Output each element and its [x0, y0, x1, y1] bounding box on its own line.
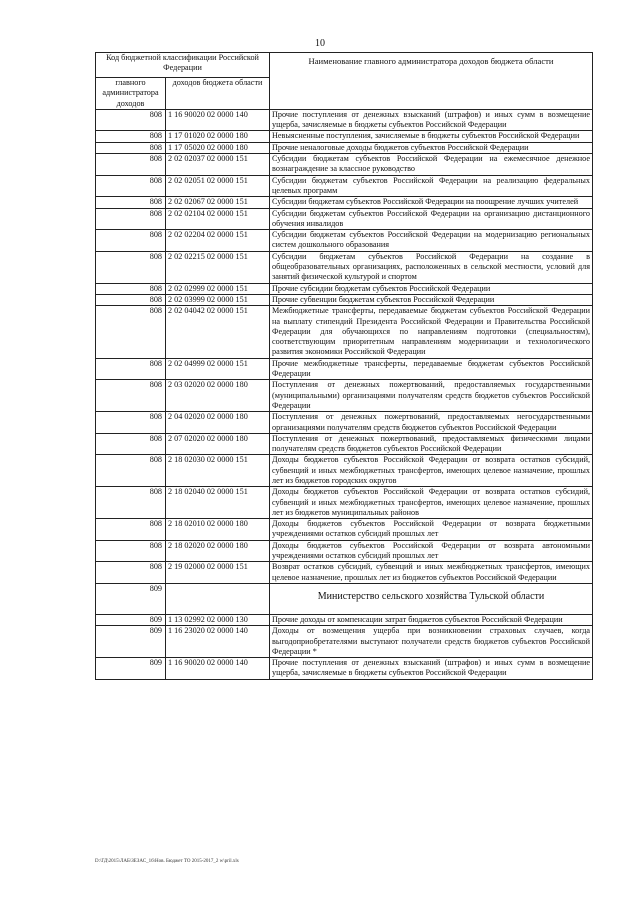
table-row	[96, 433, 593, 455]
income-code-cell: 2 02 02051 02 0000 151	[166, 175, 270, 197]
name-cell: Межбюджетные трансферты, передаваемые бюджетам субъектов Российской Федерации на выплату стипендий Президента Российской Федерации и Правительства Российской Федерации для обучающихся по направлениям подготовки (специальностям), соответствующим приоритетным направлениям модернизации и технологического развития экономики Российской Федерации	[270, 306, 593, 358]
income-code-cell: 2 19 02000 02 0000 151	[166, 562, 270, 584]
income-code-cell: 2 07 02020 02 0000 180	[166, 433, 270, 455]
table-row	[96, 614, 593, 625]
admin-code-cell: 808	[96, 562, 166, 584]
admin-code-cell: 808	[96, 433, 166, 455]
income-code-cell: 1 17 05020 02 0000 180	[166, 142, 270, 153]
name-cell: Прочие поступления от денежных взысканий (штрафов) и иных сумм в возмещение ущерба, зачисляемые в бюджеты субъектов Российской Федерации	[270, 658, 593, 680]
table-row	[96, 306, 593, 358]
income-code-cell: 2 03 02020 02 0000 180	[166, 380, 270, 412]
income-code-cell: 2 02 02215 02 0000 151	[166, 251, 270, 283]
table-row	[96, 197, 593, 208]
table-row	[96, 208, 593, 230]
name-cell: Поступления от денежных пожертвований, предоставляемых негосударственными организациями получателям средств бюджетов субъектов Российской Федерации	[270, 412, 593, 434]
table-row	[96, 142, 593, 153]
income-code-cell: 2 02 04042 02 0000 151	[166, 306, 270, 358]
admin-code-cell: 808	[96, 455, 166, 487]
income-code-cell: 2 04 02020 02 0000 180	[166, 412, 270, 434]
header-income: доходов бюджета области	[166, 78, 270, 110]
admin-code-cell: 808	[96, 131, 166, 142]
name-cell: Поступления от денежных пожертвований, предоставляемых физическими лицами получателям средств бюджетов субъектов Российской Федерации	[270, 433, 593, 455]
admin-code-cell: 808	[96, 251, 166, 283]
income-code-cell: 1 13 02992 02 0000 130	[166, 614, 270, 625]
name-cell: Субсидии бюджетам субъектов Российской Федерации на организацию дистанционного обучения инвалидов	[270, 208, 593, 230]
income-code-cell: 2 18 02010 02 0000 180	[166, 519, 270, 541]
name-cell: Доходы от возмещения ущерба при возникновении страховых случаев, когда выгодоприобретателями выступают получатели средств бюджетов субъектов Российской Федерации *	[270, 626, 593, 658]
admin-code-cell: 808	[96, 142, 166, 153]
income-code-cell: 2 18 02020 02 0000 180	[166, 540, 270, 562]
admin-code-cell: 808	[96, 519, 166, 541]
footer-file-path: D:\ГД\2015\ЛАБ\ЗЕЗАС_16\Нов. Бюджет ТО 2015-2017_2 w\pril.xls	[95, 859, 239, 864]
admin-code-cell: 808	[96, 230, 166, 252]
name-cell: Прочие неналоговые доходы бюджетов субъектов Российской Федерации	[270, 142, 593, 153]
table-row	[96, 109, 593, 131]
table-row	[96, 455, 593, 487]
table-body	[96, 109, 593, 679]
income-code-cell: 1 16 90020 02 0000 140	[166, 658, 270, 680]
name-cell: Субсидии бюджетам субъектов Российской Федерации на поощрение лучших учителей	[270, 197, 593, 208]
budget-classification-table	[95, 52, 593, 680]
name-cell: Министерство сельского хозяйства Тульской области	[270, 583, 593, 614]
header-name: Наименование главного администратора доходов бюджета области	[270, 53, 593, 110]
table-row	[96, 154, 593, 176]
admin-code-cell: 808	[96, 487, 166, 519]
admin-code-cell: 808	[96, 197, 166, 208]
table-row	[96, 487, 593, 519]
name-cell: Доходы бюджетов субъектов Российской Федерации от возврата автономными учреждениями остатков субсидий прошлых лет	[270, 540, 593, 562]
admin-code-cell: 808	[96, 154, 166, 176]
table-row	[96, 175, 593, 197]
name-cell: Субсидии бюджетам субъектов Российской Федерации на ежемесячное денежное вознаграждение за классное руководство	[270, 154, 593, 176]
admin-code-cell: 808	[96, 540, 166, 562]
admin-code-cell: 808	[96, 380, 166, 412]
header-code-group: Код бюджетной классификации Российской Федерации	[96, 53, 270, 78]
table-row	[96, 251, 593, 283]
table-row	[96, 230, 593, 252]
table-row	[96, 519, 593, 541]
name-cell: Субсидии бюджетам субъектов Российской Федерации на модернизацию региональных систем дошкольного образования	[270, 230, 593, 252]
table-row	[96, 562, 593, 584]
income-code-cell: 2 02 02067 02 0000 151	[166, 197, 270, 208]
department-row	[96, 583, 593, 614]
table-row	[96, 412, 593, 434]
table-row	[96, 658, 593, 680]
admin-code-cell: 808	[96, 175, 166, 197]
name-cell: Доходы бюджетов субъектов Российской Федерации от возврата бюджетными учреждениями остатков субсидий прошлых лет	[270, 519, 593, 541]
name-cell: Доходы бюджетов субъектов Российской Федерации от возврата остатков субсидий, субвенций и иных межбюджетных трансфертов, имеющих целевое назначение, прошлых лет из бюджетов городских округов	[270, 455, 593, 487]
admin-code-cell: 808	[96, 306, 166, 358]
name-cell: Возврат остатков субсидий, субвенций и иных межбюджетных трансфертов, имеющих целевое назначение, прошлых лет из бюджетов субъектов Российской Федерации	[270, 562, 593, 584]
income-code-cell: 2 02 03999 02 0000 151	[166, 294, 270, 305]
admin-code-cell: 808	[96, 109, 166, 131]
admin-code-cell: 808	[96, 208, 166, 230]
name-cell: Прочие доходы от компенсации затрат бюджетов субъектов Российской Федерации	[270, 614, 593, 625]
income-code-cell: 2 02 02104 02 0000 151	[166, 208, 270, 230]
admin-code-cell: 808	[96, 358, 166, 380]
table-row	[96, 294, 593, 305]
admin-code-cell: 809	[96, 626, 166, 658]
income-code-cell	[166, 583, 270, 614]
name-cell: Прочие поступления от денежных взысканий (штрафов) и иных сумм в возмещение ущерба, зачисляемые в бюджеты субъектов Российской Федерации	[270, 109, 593, 131]
name-cell: Прочие межбюджетные трансферты, передаваемые бюджетам субъектов Российской Федерации	[270, 358, 593, 380]
table-row	[96, 540, 593, 562]
name-cell: Субсидии бюджетам субъектов Российской Федерации на реализацию федеральных целевых программ	[270, 175, 593, 197]
income-code-cell: 2 18 02030 02 0000 151	[166, 455, 270, 487]
table-row	[96, 626, 593, 658]
name-cell: Поступления от денежных пожертвований, предоставляемых государственными (муниципальными) организациями получателям средств бюджетов субъектов Российской Федерации	[270, 380, 593, 412]
admin-code-cell: 809	[96, 583, 166, 614]
income-code-cell: 2 02 02204 02 0000 151	[166, 230, 270, 252]
admin-code-cell: 808	[96, 283, 166, 294]
header-admin: главного администратора доходов	[96, 78, 166, 110]
name-cell: Доходы бюджетов субъектов Российской Федерации от возврата остатков субсидий, субвенций и иных межбюджетных трансфертов, имеющих целевое назначение, прошлых лет из бюджетов муниципальных районов	[270, 487, 593, 519]
income-code-cell: 1 17 01020 02 0000 180	[166, 131, 270, 142]
income-code-cell: 2 18 02040 02 0000 151	[166, 487, 270, 519]
page-number: 10	[315, 38, 325, 49]
table-row	[96, 380, 593, 412]
table-row	[96, 283, 593, 294]
admin-code-cell: 808	[96, 412, 166, 434]
income-code-cell: 2 02 02037 02 0000 151	[166, 154, 270, 176]
income-code-cell: 1 16 23020 02 0000 140	[166, 626, 270, 658]
name-cell: Невыясненные поступления, зачисляемые в бюджеты субъектов Российской Федерации	[270, 131, 593, 142]
admin-code-cell: 809	[96, 614, 166, 625]
name-cell: Прочие субсидии бюджетам субъектов Российской Федерации	[270, 283, 593, 294]
income-code-cell: 1 16 90020 02 0000 140	[166, 109, 270, 131]
income-code-cell: 2 02 04999 02 0000 151	[166, 358, 270, 380]
admin-code-cell: 808	[96, 294, 166, 305]
income-code-cell: 2 02 02999 02 0000 151	[166, 283, 270, 294]
name-cell: Субсидии бюджетам субъектов Российской Федерации на создание в общеобразовательных организациях, расположенных в сельской местности, условий для занятий физической культурой и спортом	[270, 251, 593, 283]
name-cell: Прочие субвенции бюджетам субъектов Российской Федерации	[270, 294, 593, 305]
table-row	[96, 131, 593, 142]
admin-code-cell: 809	[96, 658, 166, 680]
table-row	[96, 358, 593, 380]
